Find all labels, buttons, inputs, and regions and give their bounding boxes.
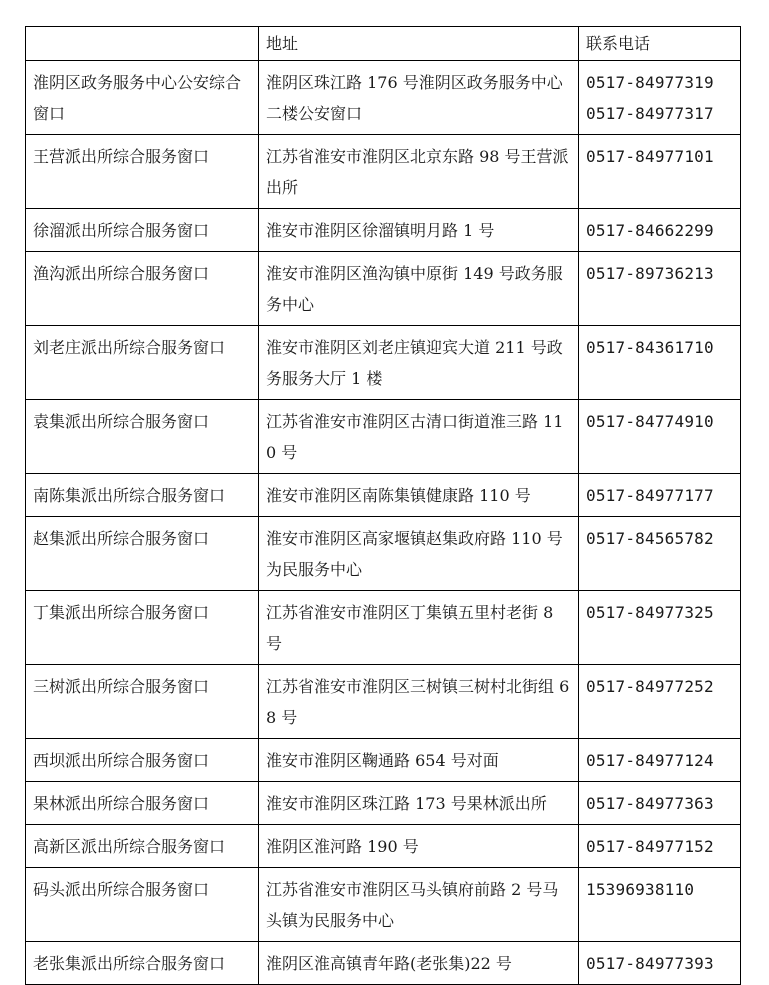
table-row	[26, 782, 741, 825]
phone-number: 0517-84977101	[586, 147, 714, 166]
phone-cell	[579, 61, 741, 135]
phone-cell	[579, 517, 741, 591]
office-name-cell: 王营派出所综合服务窗口	[26, 135, 259, 209]
address-cell: 江苏省淮安市淮阴区古清口街道淮三路 110 号	[259, 400, 579, 474]
table-row	[26, 474, 741, 517]
address-cell: 江苏省淮安市淮阴区北京东路 98 号王营派出所	[259, 135, 579, 209]
table-row	[26, 868, 741, 942]
phone-cell	[579, 209, 741, 252]
address-cell: 淮安市淮阴区南陈集镇健康路 110 号	[259, 474, 579, 517]
table-row	[26, 825, 741, 868]
phone-number: 0517-84977363	[586, 794, 714, 813]
address-cell: 淮安市淮阴区刘老庄镇迎宾大道 211 号政务服务大厅 1 楼	[259, 326, 579, 400]
office-name-cell: 徐溜派出所综合服务窗口	[26, 209, 259, 252]
phone-number: 0517-84977177	[586, 486, 714, 505]
office-name-cell: 丁集派出所综合服务窗口	[26, 591, 259, 665]
table-row	[26, 400, 741, 474]
table-body	[26, 61, 741, 985]
address-cell: 江苏省淮安市淮阴区丁集镇五里村老街 8 号	[259, 591, 579, 665]
table-row	[26, 517, 741, 591]
office-name-cell: 赵集派出所综合服务窗口	[26, 517, 259, 591]
phone-number: 0517-84662299	[586, 221, 714, 240]
address-cell: 淮安市淮阴区珠江路 173 号果林派出所	[259, 782, 579, 825]
phone-cell	[579, 135, 741, 209]
table-row	[26, 252, 741, 326]
office-name-cell: 果林派出所综合服务窗口	[26, 782, 259, 825]
phone-cell	[579, 474, 741, 517]
phone-number: 0517-84977325	[586, 603, 714, 622]
phone-cell	[579, 942, 741, 985]
table-row	[26, 61, 741, 135]
table-header-row	[26, 27, 741, 61]
phone-number: 0517-84565782	[586, 529, 714, 548]
address-cell: 淮阴区淮河路 190 号	[259, 825, 579, 868]
phone-cell	[579, 868, 741, 942]
service-window-table	[25, 26, 741, 985]
table-row	[26, 739, 741, 782]
phone-cell	[579, 782, 741, 825]
header-phone: 联系电话	[579, 27, 741, 61]
phone-cell	[579, 252, 741, 326]
office-name-cell: 三树派出所综合服务窗口	[26, 665, 259, 739]
address-cell: 淮安市淮阴区高家堰镇赵集政府路 110 号为民服务中心	[259, 517, 579, 591]
table-row	[26, 942, 741, 985]
address-cell: 淮安市淮阴区鞠通路 654 号对面	[259, 739, 579, 782]
phone-number: 0517-84977252	[586, 677, 714, 696]
phone-cell	[579, 591, 741, 665]
office-name-cell: 刘老庄派出所综合服务窗口	[26, 326, 259, 400]
office-name-cell: 码头派出所综合服务窗口	[26, 868, 259, 942]
address-cell: 江苏省淮安市淮阴区三树镇三树村北街组 68 号	[259, 665, 579, 739]
phone-number: 0517-89736213	[586, 264, 714, 283]
phone-cell	[579, 326, 741, 400]
phone-number: 0517-84361710	[586, 338, 714, 357]
office-name-cell: 南陈集派出所综合服务窗口	[26, 474, 259, 517]
office-name-cell: 袁集派出所综合服务窗口	[26, 400, 259, 474]
office-name-cell: 渔沟派出所综合服务窗口	[26, 252, 259, 326]
phone-number: 0517-84977124	[586, 751, 714, 770]
phone-number: 0517-84977319	[586, 73, 714, 92]
phone-number: 0517-84977317	[586, 104, 714, 123]
phone-number: 0517-84774910	[586, 412, 714, 431]
table-row	[26, 135, 741, 209]
phone-cell	[579, 400, 741, 474]
address-cell: 淮阴区珠江路 176 号淮阴区政务服务中心二楼公安窗口	[259, 61, 579, 135]
header-address: 地址	[259, 27, 579, 61]
phone-number: 0517-84977152	[586, 837, 714, 856]
table-row	[26, 209, 741, 252]
phone-cell	[579, 825, 741, 868]
office-name-cell: 淮阴区政务服务中心公安综合窗口	[26, 61, 259, 135]
phone-number: 15396938110	[586, 880, 695, 899]
table-row	[26, 591, 741, 665]
table-row	[26, 326, 741, 400]
address-cell: 淮安市淮阴区徐溜镇明月路 1 号	[259, 209, 579, 252]
office-name-cell: 西坝派出所综合服务窗口	[26, 739, 259, 782]
office-name-cell: 老张集派出所综合服务窗口	[26, 942, 259, 985]
office-name-cell: 高新区派出所综合服务窗口	[26, 825, 259, 868]
phone-cell	[579, 739, 741, 782]
header-name	[26, 27, 259, 61]
address-cell: 淮阴区淮高镇青年路(老张集)22 号	[259, 942, 579, 985]
table-row	[26, 665, 741, 739]
address-cell: 淮安市淮阴区渔沟镇中原街 149 号政务服务中心	[259, 252, 579, 326]
phone-cell	[579, 665, 741, 739]
phone-number: 0517-84977393	[586, 954, 714, 973]
address-cell: 江苏省淮安市淮阴区马头镇府前路 2 号马头镇为民服务中心	[259, 868, 579, 942]
